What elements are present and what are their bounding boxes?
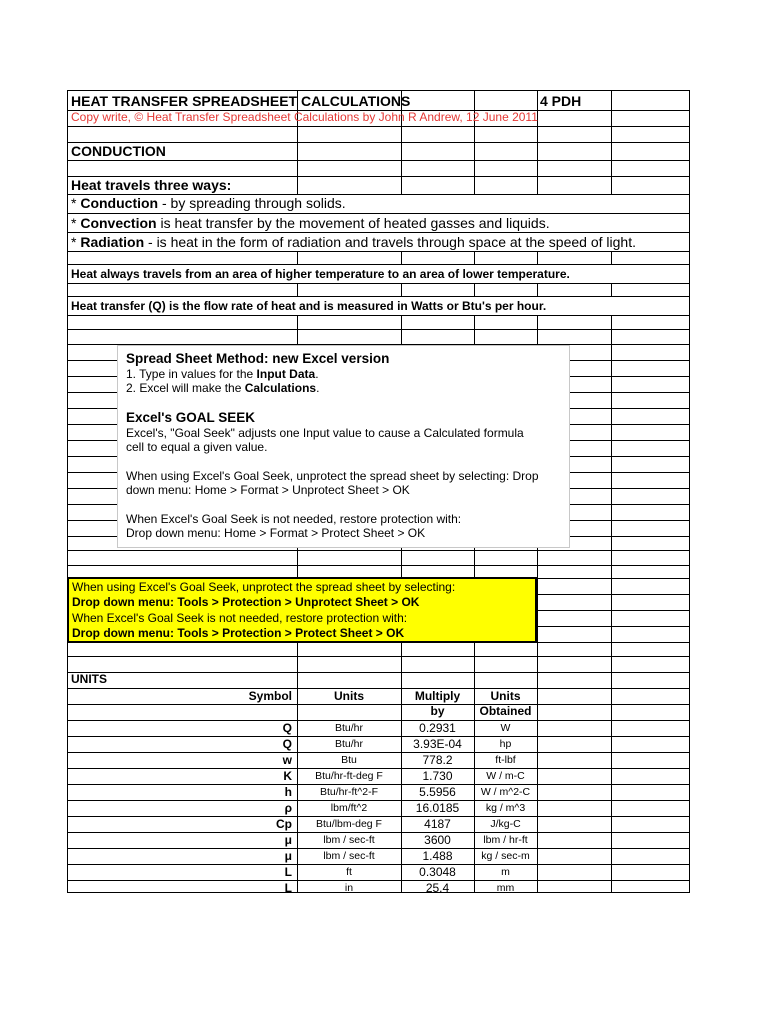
grid-cell: [401, 672, 475, 689]
grid-cell: [611, 142, 690, 161]
goal-seek-line-2: cell to equal a given value.: [126, 440, 268, 454]
unit-multiply: 0.2931: [419, 721, 456, 735]
header-symbol: Symbol: [248, 689, 292, 703]
grid-cell: [537, 752, 612, 769]
grid-cell: [537, 251, 612, 265]
grid-cell: [611, 376, 690, 393]
goal-seek-notice: [67, 577, 537, 643]
grid-cell: [401, 142, 475, 161]
unit-symbol: Cp: [276, 817, 292, 831]
grid-cell: [537, 768, 612, 785]
unit-obtained: hp: [499, 738, 512, 750]
grid-cell: [297, 283, 402, 297]
way-conduction: * Conduction - by spreading through solids.: [71, 195, 346, 211]
grid-cell: [474, 672, 538, 689]
grid-cell: [401, 126, 475, 143]
grid-cell: [67, 315, 298, 330]
grid-cell: [474, 329, 538, 345]
unit-multiply: 5.5956: [419, 785, 456, 799]
unit-multiply: 3.93E-04: [413, 737, 462, 751]
grid-cell: [297, 160, 402, 177]
grid-cell: [474, 283, 538, 297]
unit-symbol: w: [282, 753, 292, 767]
grid-cell: [611, 520, 690, 537]
grid-cell: [67, 126, 298, 143]
grid-cell: [537, 565, 612, 579]
grid-cell: [537, 704, 612, 721]
grid-cell: [611, 176, 690, 195]
grid-cell: [474, 90, 538, 111]
grid-cell: [611, 800, 690, 817]
unit-obtained: m: [501, 866, 510, 878]
grid-cell: [474, 176, 538, 195]
grid-cell: [67, 550, 298, 566]
grid-cell: [611, 440, 690, 457]
unit-symbol: Q: [282, 721, 292, 735]
grid-cell: [297, 550, 402, 566]
unit-multiply: 16.0185: [415, 801, 460, 815]
grid-cell: [537, 329, 612, 345]
step-1: 1. Type in values for the Input Data.: [126, 367, 319, 381]
header-obtained: Units: [490, 689, 521, 703]
unit-from: Btu/hr: [334, 738, 363, 750]
grid-cell: [537, 626, 612, 643]
grid-cell: [537, 864, 612, 881]
grid-cell: [611, 816, 690, 833]
grid-cell: [611, 626, 690, 643]
step-2: 2. Excel will make the Calculations.: [126, 381, 320, 395]
grid-cell: [474, 126, 538, 143]
unprotect-line-2: down menu: Home > Format > Unprotect Sheet > OK: [126, 483, 410, 497]
grid-cell: [537, 578, 612, 595]
units-title: UNITS: [71, 672, 107, 686]
grid-cell: [401, 550, 475, 566]
grid-cell: [537, 110, 612, 127]
notice-line-2: Drop down menu: Tools > Protection > Unprotect Sheet > OK: [72, 595, 420, 609]
grid-cell: [67, 283, 298, 297]
grid-cell: [67, 251, 298, 265]
notice-line-1: When using Excel's Goal Seek, unprotect the spread sheet by selecting:: [72, 580, 456, 594]
unit-from: ft: [346, 866, 352, 878]
unit-from: Btu/hr-ft-deg F: [315, 770, 383, 782]
grid-cell: [474, 142, 538, 161]
grid-cell: [537, 176, 612, 195]
grid-cell: [611, 768, 690, 785]
grid-cell: [611, 504, 690, 521]
grid-cell: [611, 488, 690, 505]
grid-cell: [611, 392, 690, 409]
unit-symbol: h: [284, 785, 292, 799]
grid-cell: [611, 550, 690, 566]
unit-from: lbm/ft^2: [330, 802, 368, 814]
grid-cell: [297, 315, 402, 330]
grid-cell: [537, 160, 612, 177]
unit-from: Btu/hr: [334, 722, 363, 734]
grid-cell: [611, 283, 690, 297]
grid-cell: [537, 720, 612, 737]
grid-cell: [297, 656, 402, 673]
grid-cell: [537, 594, 612, 611]
unit-from: in: [344, 882, 354, 894]
grid-cell: [611, 408, 690, 425]
grid-cell: [401, 251, 475, 265]
copyright-line: Copy write, © Heat Transfer Spreadsheet Calculations by John R Andrew, 12 June 2011: [71, 110, 538, 124]
grid-cell: [401, 642, 475, 657]
grid-cell: [611, 472, 690, 489]
grid-cell: [611, 90, 690, 111]
grid-cell: [297, 329, 402, 345]
grid-cell: [611, 656, 690, 673]
grid-cell: [537, 142, 612, 161]
grid-cell: [611, 720, 690, 737]
goal-seek-line-1: Excel's, "Goal Seek" adjusts one Input value to cause a Calculated formula: [126, 426, 524, 440]
grid-cell: [537, 736, 612, 753]
grid-cell: [537, 126, 612, 143]
grid-cell: [401, 90, 475, 111]
way-convection: * Convection is heat transfer by the movement of heated gasses and liquids.: [71, 215, 550, 231]
grid-cell: [401, 160, 475, 177]
protect-line-2: Drop down menu: Home > Format > Protect Sheet > OK: [126, 526, 426, 540]
grid-cell: [401, 283, 475, 297]
grid-cell: [537, 800, 612, 817]
sheet-title: HEAT TRANSFER SPREADSHEET CALCULATIONS: [71, 93, 411, 109]
unit-symbol: L: [284, 881, 292, 895]
unit-multiply: 3600: [424, 833, 451, 847]
unit-symbol: μ: [284, 849, 292, 863]
grid-cell: [401, 656, 475, 673]
unit-obtained: kg / sec-m: [481, 850, 530, 862]
grid-cell: [297, 176, 402, 195]
grid-cell: [297, 142, 402, 161]
grid-cell: [474, 656, 538, 673]
unit-obtained: ft-lbf: [495, 754, 516, 766]
grid-cell: [537, 610, 612, 627]
grid-cell: [297, 126, 402, 143]
grid-cell: [297, 704, 402, 721]
unit-multiply: 0.3048: [419, 865, 456, 879]
unit-symbol: K: [283, 769, 292, 783]
grid-cell: [611, 315, 690, 330]
grid-cell: [611, 456, 690, 473]
unit-obtained: W / m^2-C: [480, 786, 531, 798]
grid-cell: [537, 816, 612, 833]
grid-cell: [297, 672, 402, 689]
goal-seek-heading: Excel's GOAL SEEK: [126, 410, 256, 425]
unit-obtained: J/kg-C: [490, 818, 521, 830]
grid-cell: [611, 642, 690, 657]
protect-line-1: When Excel's Goal Seek is not needed, restore protection with:: [126, 512, 462, 526]
grid-cell: [611, 536, 690, 551]
way-radiation: * Radiation - is heat in the form of radiation and travels through space at the speed of light.: [71, 234, 636, 250]
header-multiply: Multiply: [414, 689, 461, 703]
unit-symbol: Q: [282, 737, 292, 751]
grid-cell: [67, 704, 298, 721]
unit-obtained: W / m-C: [486, 770, 525, 782]
unit-from: Btu/hr-ft^2-F: [319, 786, 379, 798]
notice-line-4: Drop down menu: Tools > Protection > Protect Sheet > OK: [72, 626, 405, 640]
grid-cell: [611, 251, 690, 265]
grid-cell: [401, 176, 475, 195]
grid-cell: [537, 848, 612, 865]
grid-cell: [67, 329, 298, 345]
grid-cell: [537, 550, 612, 566]
grid-cell: [611, 688, 690, 705]
grid-cell: [611, 344, 690, 361]
grid-cell: [611, 329, 690, 345]
grid-cell: [474, 315, 538, 330]
unit-from: lbm / sec-ft: [323, 834, 375, 846]
unit-symbol: ρ: [284, 801, 292, 815]
unit-multiply: 1.488: [422, 849, 453, 863]
unit-from: Btu/lbm-deg F: [316, 818, 382, 830]
grid-cell: [537, 688, 612, 705]
grid-cell: [537, 832, 612, 849]
method-heading: Spread Sheet Method: new Excel version: [126, 351, 390, 366]
grid-cell: [611, 578, 690, 595]
grid-cell: [611, 880, 690, 893]
unit-from: Btu: [341, 754, 357, 766]
header-obtained-2: Obtained: [479, 704, 532, 718]
grid-cell: [611, 360, 690, 377]
grid-cell: [611, 752, 690, 769]
grid-cell: [67, 160, 298, 177]
grid-cell: [297, 251, 402, 265]
unit-multiply: 1.730: [422, 769, 453, 783]
unit-obtained: W: [500, 722, 511, 734]
ways-heading: Heat travels three ways:: [71, 177, 232, 193]
unit-multiply: 778.2: [422, 753, 453, 767]
grid-cell: [611, 864, 690, 881]
unit-obtained: lbm / hr-ft: [483, 834, 528, 846]
section-title: CONDUCTION: [71, 143, 166, 159]
header-multiply-by: by: [430, 704, 445, 718]
grid-cell: [611, 110, 690, 127]
grid-cell: [401, 329, 475, 345]
unit-multiply: 4187: [424, 817, 451, 831]
grid-cell: [611, 424, 690, 441]
unit-multiply: 25.4: [425, 881, 450, 895]
grid-cell: [611, 704, 690, 721]
note-heat-transfer: Heat transfer (Q) is the flow rate of heat and is measured in Watts or Btu's per hour.: [71, 299, 547, 313]
grid-cell: [611, 832, 690, 849]
grid-cell: [611, 736, 690, 753]
instructions-textbox: [117, 345, 570, 548]
unprotect-line-1: When using Excel's Goal Seek, unprotect the spread sheet by selecting: Drop: [126, 469, 539, 483]
note-temperature: Heat always travels from an area of higher temperature to an area of lower temperature.: [71, 267, 570, 281]
notice-line-3: When Excel's Goal Seek is not needed, restore protection with:: [72, 611, 408, 625]
grid-cell: [611, 672, 690, 689]
unit-symbol: L: [284, 865, 292, 879]
grid-cell: [537, 642, 612, 657]
unit-obtained: mm: [496, 882, 515, 894]
grid-cell: [611, 160, 690, 177]
grid-cell: [537, 656, 612, 673]
grid-cell: [537, 283, 612, 297]
grid-cell: [474, 550, 538, 566]
grid-cell: [537, 880, 612, 893]
grid-cell: [611, 594, 690, 611]
grid-cell: [537, 672, 612, 689]
unit-symbol: μ: [284, 833, 292, 847]
pdh-label: 4 PDH: [540, 93, 582, 109]
grid-cell: [611, 126, 690, 143]
unit-obtained: kg / m^3: [485, 802, 526, 814]
grid-cell: [67, 656, 298, 673]
grid-cell: [537, 315, 612, 330]
grid-cell: [474, 251, 538, 265]
grid-cell: [537, 784, 612, 801]
grid-cell: [401, 315, 475, 330]
grid-cell: [611, 565, 690, 579]
grid-cell: [611, 610, 690, 627]
unit-from: lbm / sec-ft: [323, 850, 375, 862]
grid-cell: [297, 642, 402, 657]
grid-cell: [474, 160, 538, 177]
header-units: Units: [334, 689, 364, 703]
grid-cell: [67, 642, 298, 657]
grid-cell: [611, 848, 690, 865]
grid-cell: [474, 642, 538, 657]
grid-cell: [611, 784, 690, 801]
